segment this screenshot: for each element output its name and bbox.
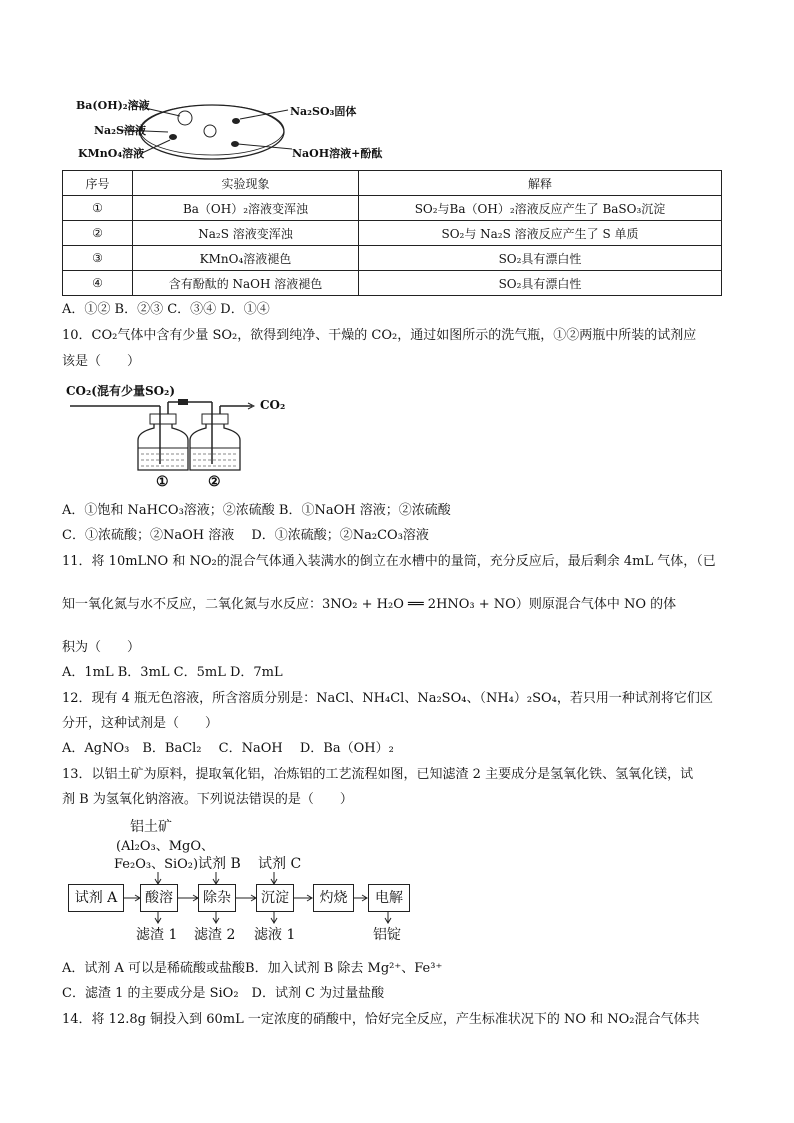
box-calcine: 灼烧	[313, 884, 354, 912]
table-cell: Na₂S 溶液变浑浊	[133, 221, 359, 246]
table-cell: ①	[63, 196, 133, 221]
residue-1-label: 滤渣 1	[136, 927, 178, 943]
table-cell: ②	[63, 221, 133, 246]
bottle-2-label: ②	[208, 474, 221, 490]
flowchart	[62, 816, 422, 950]
table-cell: ③	[63, 246, 133, 271]
table-cell: ④	[63, 271, 133, 296]
table-cell: Ba（OH）₂溶液变浑浊	[133, 196, 359, 221]
na2so3-label: Na₂SO₃固体	[290, 105, 357, 118]
filtrate-1-label: 滤液 1	[254, 927, 296, 943]
q13-options-line2: C．滤渣 1 的主要成分是 SiO₂ D．试剂 C 为过量盐酸	[62, 986, 385, 1001]
q12-text-line2: 分开，这种试剂是（ ）	[62, 716, 219, 731]
q14-text-line1: 14．将 12.8g 铜投入到 60mL 一定浓度的硝酸中，恰好完全反应，产生标准状况下的 NO 和 NO₂混合气体共	[62, 1012, 700, 1027]
table-header: 序号	[63, 171, 133, 196]
ore-composition-line2: Fe₂O₃、SiO₂)	[114, 857, 199, 872]
table-header-row	[63, 171, 722, 196]
table-cell: 含有酚酞的 NaOH 溶液褪色	[133, 271, 359, 296]
reagent-c-label: 试剂 C	[258, 856, 302, 872]
table-row	[63, 246, 722, 271]
box-remove-impurity: 除杂	[198, 884, 236, 912]
naoh-label: NaOH溶液+酚酞	[292, 147, 383, 160]
q12-options: A．AgNO₃ B．BaCl₂ C．NaOH D．Ba（OH）₂	[62, 741, 394, 756]
experiment-table	[62, 170, 722, 296]
bottle-1-label: ①	[156, 474, 169, 490]
q11-text-line1: 11．将 10mLNO 和 NO₂的混合气体通入装满水的倒立在水槽中的量筒，充分反应后，最后剩余 4mL 气体，（已	[62, 554, 716, 569]
q13-text-line2: 剂 B 为氢氧化钠溶液。下列说法错误的是（ ）	[62, 792, 353, 807]
table-row	[63, 221, 722, 246]
q12-text-line1: 12．现有 4 瓶无色溶液，所含溶质分别是：NaCl、NH₄Cl、Na₂SO₄、（NH₄）₂SO₄，若只用一种试剂将它们区	[62, 691, 713, 706]
table-header: 解释	[359, 171, 722, 196]
box-acid-dissolve: 酸溶	[140, 884, 178, 912]
box-electrolysis: 电解	[368, 884, 410, 912]
table-cell: SO₂具有漂白性	[359, 246, 722, 271]
kmno4-label: KMnO₄溶液	[78, 147, 145, 160]
table-cell: SO₂与 Na₂S 溶液反应产生了 S 单质	[359, 221, 722, 246]
residue-2-label: 滤渣 2	[194, 927, 236, 943]
gas-washing-figure	[62, 380, 302, 492]
q11-text-line3: 积为（ ）	[62, 640, 141, 655]
q10-options-line2: C．①浓硫酸；②NaOH 溶液 D．①浓硫酸；②Na₂CO₃溶液	[62, 528, 429, 543]
table-header: 实验现象	[133, 171, 359, 196]
q10-options-line1: A．①饱和 NaHCO₃溶液；②浓硫酸 B．①NaOH 溶液；②浓硫酸	[62, 503, 451, 518]
reagent-b-label: 试剂 B	[198, 856, 241, 872]
table-cell: KMnO₄溶液褪色	[133, 246, 359, 271]
box-precipitate: 沉淀	[256, 884, 294, 912]
q13-options-line1: A．试剂 A 可以是稀硫酸或盐酸B．加入试剂 B 除去 Mg²⁺、Fe³⁺	[62, 961, 443, 976]
q9-options: A．①② B．②③ C．③④ D．①④	[62, 302, 270, 317]
q10-text-line2: 该是（ ）	[62, 354, 141, 369]
co2-inlet-label: CO₂(混有少量SO₂)	[66, 384, 175, 398]
ore-composition-line1: (Al₂O₃、MgO、	[116, 839, 214, 854]
q13-text-line1: 13．以铝土矿为原料，提取氧化铝，冶炼铝的工艺流程如图，已知滤渣 2 主要成分是氢氧化铁、氢氧化镁，试	[62, 767, 694, 782]
co2-outlet-label: CO₂	[260, 398, 286, 412]
table-row	[63, 196, 722, 221]
table-cell: SO₂具有漂白性	[359, 271, 722, 296]
na2s-label: Na₂S溶液	[94, 124, 146, 137]
ba-oh2-label: Ba(OH)₂溶液	[76, 99, 150, 112]
q11-text-line2: 知一氧化氮与水不反应，二氧化氮与水反应：3NO₂ + H₂O ══ 2HNO₃ + NO）则原混合气体中 NO 的体	[62, 597, 677, 612]
table-cell: SO₂与Ba（OH）₂溶液反应产生了 BaSO₃沉淀	[359, 196, 722, 221]
table-row	[63, 271, 722, 296]
q10-text-line1: 10．CO₂气体中含有少量 SO₂，欲得到纯净、干燥的 CO₂，通过如图所示的洗气瓶，①②两瓶中所装的试剂应	[62, 328, 697, 343]
q11-options: A．1mL B．3mL C．5mL D．7mL	[62, 665, 283, 680]
box-reagent-a: 试剂 A	[68, 884, 124, 912]
aluminum-ingot-label: 铝锭	[373, 927, 401, 943]
ore-title: 铝土矿	[130, 819, 172, 835]
dish-figure	[60, 92, 383, 164]
